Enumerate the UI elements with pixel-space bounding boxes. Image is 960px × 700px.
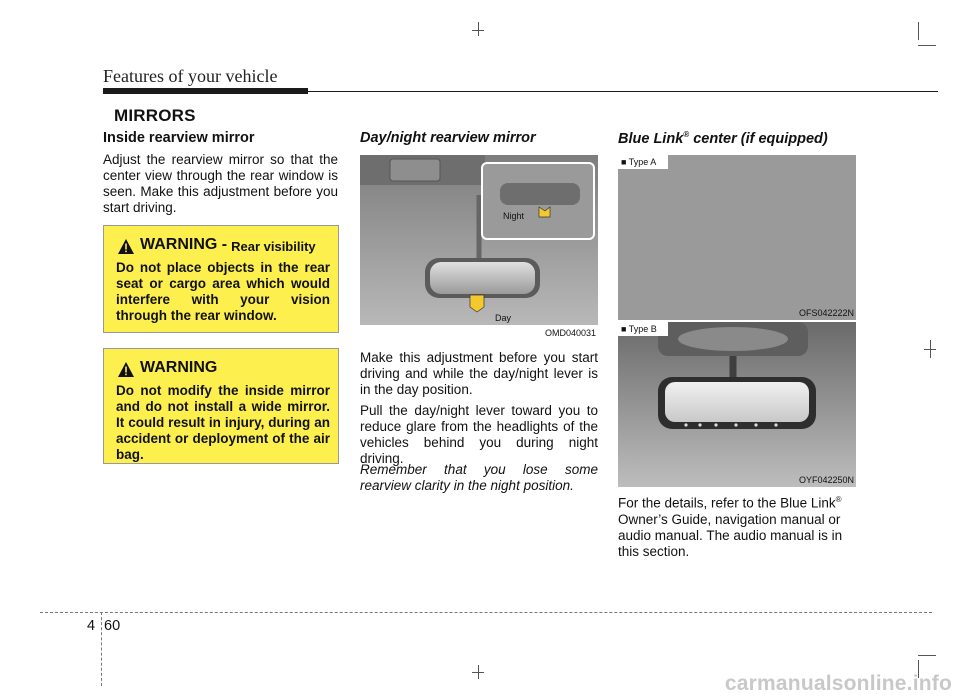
day-night-mirror-figure bbox=[360, 155, 598, 325]
type-a-label: ■ Type A bbox=[621, 157, 657, 167]
col1-heading: Inside rearview mirror bbox=[103, 130, 255, 146]
col2-paragraph-2: Pull the day/night lever toward you to reduce glare from the headlights of the vehicles behind you during night driving. bbox=[360, 403, 598, 466]
blue-link-type-a-figure bbox=[618, 155, 856, 320]
warning-heading bbox=[118, 359, 338, 377]
registered-mark: ® bbox=[835, 495, 842, 504]
warning-icon bbox=[118, 239, 134, 254]
col3-paragraph-a: For the details, refer to the Blue Link bbox=[618, 495, 836, 511]
header-bar bbox=[103, 88, 308, 94]
chapter-number: 4 bbox=[87, 618, 96, 634]
col3-paragraph-b: Owner’s Guide, navigation manual or audio manual. The audio manual is in this section. bbox=[618, 511, 843, 559]
warning-box-mirror bbox=[103, 348, 339, 464]
type-b-label: ■ Type B bbox=[621, 324, 657, 334]
blue-link-type-b-figure bbox=[618, 322, 856, 487]
crop-mark bbox=[924, 349, 936, 350]
warning-title: WARNING - bbox=[140, 236, 228, 253]
warning-icon bbox=[118, 362, 134, 377]
footer-rule bbox=[40, 612, 932, 613]
warning-heading bbox=[118, 236, 338, 254]
warning-title: WARNING bbox=[140, 359, 218, 376]
col2-paragraph-1: Make this adjustment before you start driving and while the day/night lever is in the day position. bbox=[360, 350, 598, 397]
figure-code: OFS042222N bbox=[798, 308, 854, 318]
col2-paragraph-3: Remember that you lose some rearview clarity in the night position. bbox=[360, 462, 598, 493]
type-a-label-box bbox=[618, 155, 668, 169]
crop-mark bbox=[918, 45, 936, 46]
col1-paragraph: Adjust the rearview mirror so that the center view through the rear window is seen. Make this adjustment before you start driving. bbox=[103, 152, 338, 215]
crop-mark bbox=[918, 655, 936, 656]
header-rule bbox=[308, 91, 938, 92]
crop-mark bbox=[472, 30, 484, 31]
mirror-with-controls-illustration bbox=[618, 322, 856, 487]
col3-paragraph bbox=[618, 492, 856, 560]
col3-heading bbox=[618, 130, 828, 147]
warning-box-rear-visibility bbox=[103, 225, 339, 333]
figure-code-bar bbox=[360, 325, 598, 341]
warning-subtitle: Rear visibility bbox=[231, 239, 316, 254]
col3-heading-main: Blue Link bbox=[618, 130, 684, 147]
header-title: Features of your vehicle bbox=[103, 66, 278, 86]
page-number: 60 bbox=[104, 618, 121, 634]
night-label: Night bbox=[503, 211, 525, 221]
footer-divider bbox=[101, 612, 102, 686]
type-b-label-box bbox=[618, 322, 668, 336]
warning-body: Do not modify the inside mirror and do not install a wide mirror. It could result in injury, during an accident or deployment of the air bag. bbox=[116, 383, 330, 462]
figure-code: OMD040031 bbox=[544, 328, 596, 338]
crop-mark bbox=[472, 672, 484, 673]
crop-mark bbox=[918, 22, 919, 40]
col3-heading-rest: center (if equipped) bbox=[689, 130, 828, 147]
section-title: MIRRORS bbox=[114, 106, 196, 125]
registered-mark: ® bbox=[683, 130, 690, 139]
mirror-illustration bbox=[360, 155, 598, 325]
warning-body: Do not place objects in the rear seat or cargo area which would interfere with your vision through the rear window. bbox=[116, 260, 330, 323]
crop-mark bbox=[478, 22, 479, 36]
watermark: carmanualsonline.info bbox=[724, 672, 952, 695]
col2-heading: Day/night rearview mirror bbox=[360, 130, 536, 146]
figure-code: OYF042250N bbox=[798, 475, 854, 485]
day-label: Day bbox=[495, 313, 512, 323]
